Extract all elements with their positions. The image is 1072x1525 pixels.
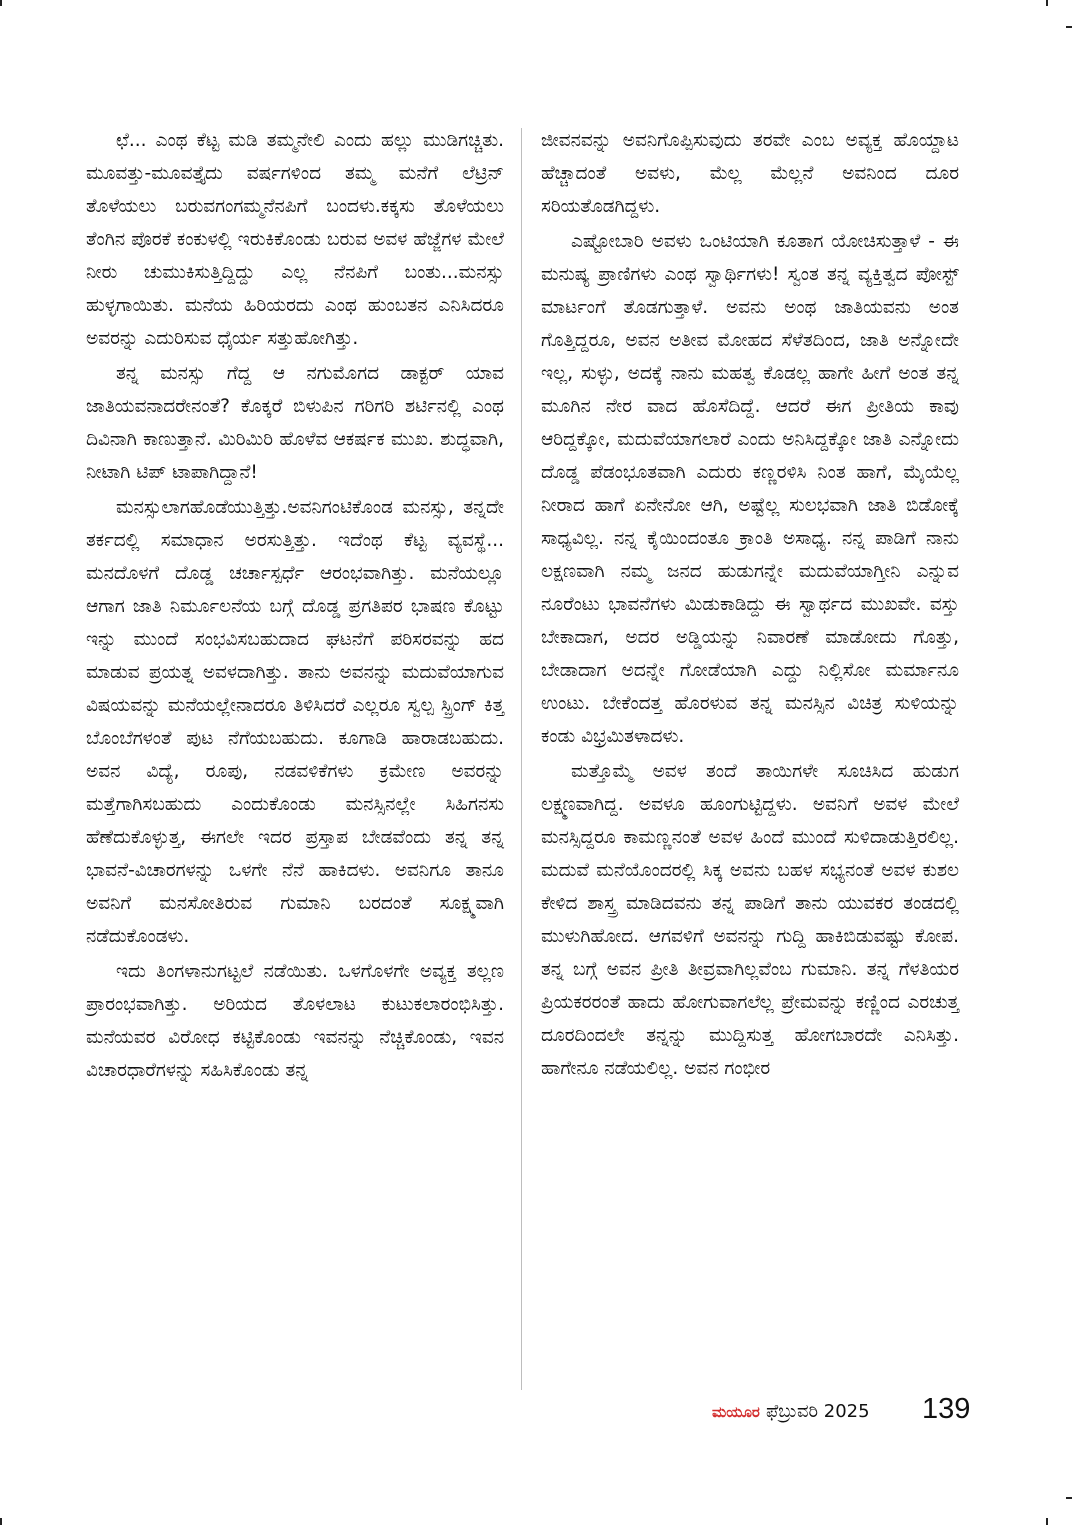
crop-mark-top-left [0,0,2,6]
issue-date: ಫೆಬ್ರುವರಿ 2025 [766,1401,870,1422]
paragraph-continued: ಜೀವನವನ್ನು ಅವನಿಗೊಪ್ಪಿಸುವುದು ತರವೇ ಎಂಬ ಅವ್ಯಕ್ತ ಹೊಯ್ದಾಟ ಹೆಚ್ಚಾದಂತೆ ಅವಳು, ಮೆಲ್ಲ ಮೆಲ್ಲನೆ ಅವನಿಂದ ದೂರ ಸರಿಯತೊಡಗಿದ್ದಳು. [541,130,959,217]
crop-mark-right-upper [1066,26,1072,28]
paragraph: ಮನಸ್ಸುಲಾಗಹೊಡೆಯುತ್ತಿತ್ತು.ಅವನಿಗಂಟಿಕೊಂಡ ಮನಸ್ಸು, ತನ್ನದೇ ತರ್ಕದಲ್ಲಿ ಸಮಾಧಾನ ಅರಸುತ್ತಿತ್ತು. ಇದೆಂಥ ಕೆಟ್ಟ ವ್ಯವಸ್ಥೆ... ಮನದೊಳಗೆ ದೊಡ್ಡ ಚರ್ಚಾಸ್ಪರ್ಧೆ ಆರಂಭವಾಗಿತ್ತು. ಮನೆಯಲ್ಲೂ ಆಗಾಗ ಜಾತಿ ನಿರ್ಮೂಲನೆಯ ಬಗ್ಗೆ ದೊಡ್ಡ ಪ್ರಗತಿಪರ ಭಾಷಣ ಕೊಟ್ಟು ಇನ್ನು ಮುಂದೆ ಸಂಭವಿಸಬಹುದಾದ ಘಟನೆಗೆ ಪರಿಸರವನ್ನು ಹದ ಮಾಡುವ ಪ್ರಯತ್ನ ಅವಳದಾಗಿತ್ತು. ತಾನು ಅವನನ್ನು ಮದುವೆಯಾಗುವ ವಿಷಯವನ್ನು ಮನೆಯಲ್ಲೇನಾದರೂ ತಿಳಿಸಿದರೆ ಎಲ್ಲರೂ ಸ್ವಲ್ಪ ಸ್ಪ್ರಿಂಗ್ ಕಿತ್ತ ಬೊಂಬೆಗಳಂತೆ ಪುಟ ನೆಗೆಯಬಹುದು. ಕೂಗಾಡಿ ಹಾರಾಡಬಹುದು. ಅವನ ವಿದ್ಯೆ, ರೂಪು, ನಡವಳಿಕೆಗಳು ಕ್ರಮೇಣ ಅವರನ್ನು ಮತ್ತೆಗಾಗಿಸಬಹುದು ಎಂದುಕೊಂಡು ಮನಸ್ಸಿನಲ್ಲೇ ಸಿಹಿಗನಸು ಹೆಣೆದುಕೊಳ್ಳುತ್ತ, ಈಗಲೇ ಇದರ ಪ್ರಸ್ತಾಪ ಬೇಡವೆಂದು ತನ್ನ ತನ್ನ ಭಾವನೆ-ವಿಚಾರಗಳನ್ನು ಒಳಗೇ ನೆನೆ ಹಾಕಿದಳು. ಅವನಿಗೂ ತಾನೂ ಅವನಿಗೆ ಮನಸೋತಿರುವ ಗುಮಾನಿ ಬರದಂತೆ ಸೂಕ್ಷ್ಮವಾಗಿ ನಡೆದುಕೊಂಡಳು. [86,497,504,947]
paragraph: ಛೆ... ಎಂಥ ಕೆಟ್ಟ ಮಡಿ ತಮ್ಮನೇಲಿ ಎಂದು ಹಲ್ಲು ಮುಡಿಗಚ್ಚಿತು. ಮೂವತ್ತು-ಮೂವತ್ತೈದು ವರ್ಷಗಳಿಂದ ತಮ್ಮ ಮನೆಗೆ ಲೆಟ್ರಿನ್ ತೊಳೆಯಲು ಬರುವಗಂಗಮ್ಮನೆನಪಿಗೆ ಬಂದಳು.ಕಕ್ಕಸು ತೊಳೆಯಲು ತೆಂಗಿನ ಪೊರಕೆ ಕಂಕುಳಲ್ಲಿ ಇರುಕಿಕೊಂಡು ಬರುವ ಅವಳ ಹೆಜ್ಜೆಗಳ ಮೇಲೆ ನೀರು ಚುಮುಕಿಸುತ್ತಿದ್ದಿದ್ದು ಎಲ್ಲ ನೆನಪಿಗೆ ಬಂತು...ಮನಸ್ಸು ಹುಳ್ಳಗಾಯಿತು. ಮನೆಯ ಹಿರಿಯರದು ಎಂಥ ಹುಂಬತನ ಎನಿಸಿದರೂ ಅವರನ್ನು ಎದುರಿಸುವ ಧೈರ್ಯ ಸತ್ತುಹೋಗಿತ್ತು. [86,130,504,349]
left-column [86,124,504,1087]
crop-mark-bottom-left [0,1518,2,1525]
paragraph: ಎಷ್ಟೋಬಾರಿ ಅವಳು ಒಂಟಿಯಾಗಿ ಕೂತಾಗ ಯೋಚಿಸುತ್ತಾಳೆ - ಈ ಮನುಷ್ಯ ಪ್ರಾಣಿಗಳು ಎಂಥ ಸ್ವಾರ್ಥಿಗಳು! ಸ್ವಂತ ತನ್ನ ವ್ಯಕ್ತಿತ್ವದ ಪೋಸ್ಟ್ ಮಾರ್ಟಂಗೆ ತೊಡಗುತ್ತಾಳೆ. ಅವನು ಅಂಥ ಜಾತಿಯವನು ಅಂತ ಗೊತ್ತಿದ್ದರೂ, ಅವನ ಅತೀವ ಮೋಹದ ಸೆಳೆತದಿಂದ, ಜಾತಿ ಅನ್ನೋದೇ ಇಲ್ಲ, ಸುಳ್ಳು, ಅದಕ್ಕೆ ನಾನು ಮಹತ್ವ ಕೊಡಲ್ಲ ಹಾಗೇ ಹೀಗೆ ಅಂತ ತನ್ನ ಮೂಗಿನ ನೇರ ವಾದ ಹೊಸೆದಿದ್ದೆ. ಆದರೆ ಈಗ ಪ್ರೀತಿಯ ಕಾವು ಆರಿದ್ದಕ್ಕೋ, ಮದುವೆಯಾಗಲಾರೆ ಎಂದು ಅನಿಸಿದ್ದಕ್ಕೋ ಜಾತಿ ಎನ್ನೋದು ದೊಡ್ಡ ಪೆಡಂಭೂತವಾಗಿ ಎದುರು ಕಣ್ಣರಳಿಸಿ ನಿಂತ ಹಾಗೆ, ಮೈಯೆಲ್ಲ ನೀರಾದ ಹಾಗೆ ಏನೇನೋ ಆಗಿ, ಅಷ್ಟೆಲ್ಲ ಸುಲಭವಾಗಿ ಜಾತಿ ಬಿಡೋಕ್ಕೆ ಸಾಧ್ಯವಿಲ್ಲ. ನನ್ನ ಕೈಯಿಂದಂತೂ ಕ್ರಾಂತಿ ಅಸಾಧ್ಯ. ನನ್ನ ಪಾಡಿಗೆ ನಾನು ಲಕ್ಷಣವಾಗಿ ನಮ್ಮ ಜನದ ಹುಡುಗನ್ನೇ ಮದುವೆಯಾಗ್ತೀನಿ ಎನ್ನುವ ನೂರೆಂಟು ಭಾವನೆಗಳು ಮಿಡುಕಾಡಿದ್ದು ಈ ಸ್ವಾರ್ಥದ ಮುಖವೇ. ವಸ್ತು ಬೇಕಾದಾಗ, ಅದರ ಅಡ್ಡಿಯನ್ನು ನಿವಾರಣೆ ಮಾಡೋದು ಗೊತ್ತು, ಬೇಡಾದಾಗ ಅದನ್ನೇ ಗೋಡೆಯಾಗಿ ಎದ್ದು ನಿಲ್ಲಿಸೋ ಮರ್ಮಾನೂ ಉಂಟು. ಬೇಕೆಂದತ್ತ ಹೊರಳುವ ತನ್ನ ಮನಸ್ಸಿನ ವಿಚಿತ್ರ ಸುಳಿಯನ್ನು ಕಂಡು ವಿಭ್ರಮಿತಳಾದಳು. [541,231,959,747]
crop-mark-top-right [1046,0,1048,6]
paragraph: ತನ್ನ ಮನಸ್ಸು ಗೆದ್ದ ಆ ನಗುಮೊಗದ ಡಾಕ್ಟರ್ ಯಾವ ಜಾತಿಯವನಾದರೇನಂತೆ? ಕೊಕ್ಕರೆ ಬಿಳುಪಿನ ಗರಿಗರಿ ಶರ್ಟಿನಲ್ಲಿ ಎಂಥ ದಿವಿನಾಗಿ ಕಾಣುತ್ತಾನೆ. ಮಿರಿಮಿರಿ ಹೊಳೆವ ಆಕರ್ಷಕ ಮುಖ. ಶುದ್ಧವಾಗಿ, ನೀಟಾಗಿ ಟಿಪ್ ಟಾಪಾಗಿದ್ದಾನೆ! [86,363,504,483]
crop-mark-right-lower [1066,1497,1072,1499]
crop-mark-bottom-right [1046,1518,1048,1525]
page-number: 139 [922,1393,971,1425]
column-divider [521,128,522,1390]
magazine-logo: ಮಯೂರ [712,1403,760,1421]
page-footer [700,1392,971,1432]
paragraph: ಮತ್ತೊಮ್ಮೆ ಅವಳ ತಂದೆ ತಾಯಿಗಳೇ ಸೂಚಿಸಿದ ಹುಡುಗ ಲಕ್ಷ್ಮಣವಾಗಿದ್ದ. ಅವಳೂ ಹೂಂಗುಟ್ಟಿದ್ದಳು. ಅವನಿಗೆ ಅವಳ ಮೇಲೆ ಮನಸ್ಸಿದ್ದರೂ ಕಾಮಣ್ಣನಂತೆ ಅವಳ ಹಿಂದೆ ಮುಂದೆ ಸುಳಿದಾಡುತ್ತಿರಲಿಲ್ಲ. ಮದುವೆ ಮನೆಯೊಂದರಲ್ಲಿ ಸಿಕ್ಕ ಅವನು ಬಹಳ ಸಭ್ಯನಂತೆ ಅವಳ ಕುಶಲ ಕೇಳಿದ ಶಾಸ್ತ್ರ ಮಾಡಿದವನು ತನ್ನ ಪಾಡಿಗೆ ತಾನು ಯುವಕರ ತಂಡದಲ್ಲಿ ಮುಳುಗಿಹೋದ. ಆಗವಳಿಗೆ ಅವನನ್ನು ಗುದ್ದಿ ಹಾಕಿಬಿಡುವಷ್ಟು ಕೋಪ. ತನ್ನ ಬಗ್ಗೆ ಅವನ ಪ್ರೀತಿ ತೀವ್ರವಾಗಿಲ್ಲವೆಂಬ ಗುಮಾನಿ. ತನ್ನ ಗೆಳತಿಯರ ಪ್ರಿಯಕರರಂತೆ ಹಾದು ಹೋಗುವಾಗಲೆಲ್ಲ ಪ್ರೇಮವನ್ನು ಕಣ್ಣಿಂದ ಎರಚುತ್ತ ದೂರದಿಂದಲೇ ತನ್ನನ್ನು ಮುದ್ದಿಸುತ್ತ ಹೋಗಬಾರದೇ ಎನಿಸಿತ್ತು. ಹಾಗೇನೂ ನಡೆಯಲಿಲ್ಲ. ಅವನ ಗಂಭೀರ [541,761,959,1079]
paragraph: ಇದು ತಿಂಗಳಾನುಗಟ್ಟಲೆ ನಡೆಯಿತು. ಒಳಗೊಳಗೇ ಅವ್ಯಕ್ತ ತಲ್ಲಣ ಪ್ರಾರಂಭವಾಗಿತ್ತು. ಅರಿಯದ ತೊಳಲಾಟ ಕುಟುಕಲಾರಂಭಿಸಿತ್ತು. ಮನೆಯವರ ವಿರೋಧ ಕಟ್ಟಿಕೊಂಡು ಇವನನ್ನು ನೆಚ್ಚಿಕೊಂಡು, ಇವನ ವಿಚಾರಧಾರೆಗಳನ್ನು ಸಹಿಸಿಕೊಂಡು ತನ್ನ [86,961,504,1081]
right-column [541,124,959,1085]
